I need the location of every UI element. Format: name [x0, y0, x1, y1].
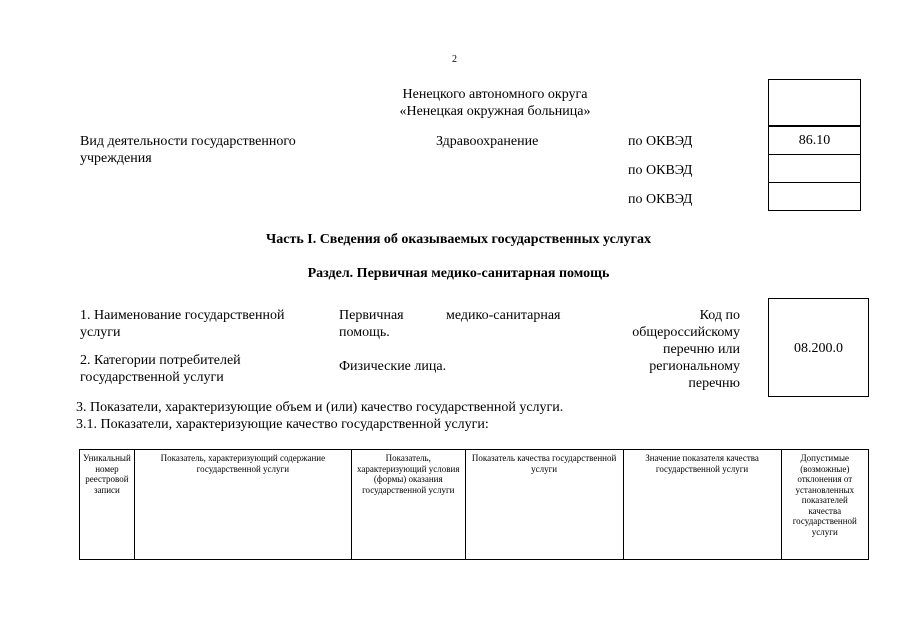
empty-code-box: [768, 79, 861, 126]
okved-code-3: [769, 183, 860, 189]
header-registry-number: Уникальный номер реестровой записи: [80, 450, 135, 560]
header-line-2: «Ненецкая окружная больница»: [399, 104, 591, 119]
okved-code-box-3: [768, 182, 861, 211]
part-title: Часть I. Сведения об оказываемых государственных услугах: [265, 232, 652, 247]
code-label: Код по общероссийскому перечню или региональному перечню: [632, 308, 740, 391]
okved-code-box-1: [768, 126, 861, 155]
quality-indicators-table: [79, 449, 869, 560]
header-quality-indicator: Показатель качества государственной услуги: [465, 450, 623, 560]
organization-header: [360, 86, 630, 120]
service-name-value-a: Первичная: [339, 308, 404, 323]
okved-code-2: [769, 155, 860, 161]
service-name-label: 1. Наименование государственной услуги: [80, 308, 285, 340]
service-code-value: 08.200.0: [794, 341, 843, 356]
okved-code-1: 86.10: [798, 133, 831, 148]
okved-label-2: по ОКВЭД: [628, 163, 693, 178]
activity-value: Здравоохранение: [436, 134, 539, 149]
service-name-value-b: медико-санитарная: [446, 308, 561, 323]
consumer-category-label: 2. Категории потребителей государственной услуги: [80, 353, 241, 385]
activity-label: Вид деятельности государственного учреждения: [80, 134, 296, 166]
header-service-content: Показатель, характеризующий содержание государственной услуги: [134, 450, 351, 560]
page-number: 2: [452, 54, 457, 65]
header-allowed-deviations: Допустимые (возможные) отклонения от установленных показателей качества государственной услуги: [781, 450, 868, 560]
indicators-line-3: 3. Показатели, характеризующие объем и (или) качество государственной услуги.: [76, 400, 564, 415]
service-code-box: [768, 298, 869, 397]
okved-label-1: по ОКВЭД: [628, 134, 693, 149]
consumer-category-value: Физические лица.: [339, 359, 447, 374]
table-header-row: [80, 450, 869, 560]
indicators-line-3-1: 3.1. Показатели, характеризующие качество государственной услуги:: [76, 417, 489, 432]
header-quality-value: Значение показателя качества государственной услуги: [623, 450, 781, 560]
okved-code-box-2: [768, 154, 861, 183]
okved-label-3: по ОКВЭД: [628, 192, 693, 207]
header-service-conditions: Показатель, характеризующий условия (формы) оказания государственной услуги: [351, 450, 465, 560]
service-name-value-c: помощь.: [339, 325, 390, 340]
header-line-1: Ненецкого автономного округа: [402, 87, 588, 102]
section-title: Раздел. Первичная медико-санитарная помощь: [307, 266, 610, 281]
